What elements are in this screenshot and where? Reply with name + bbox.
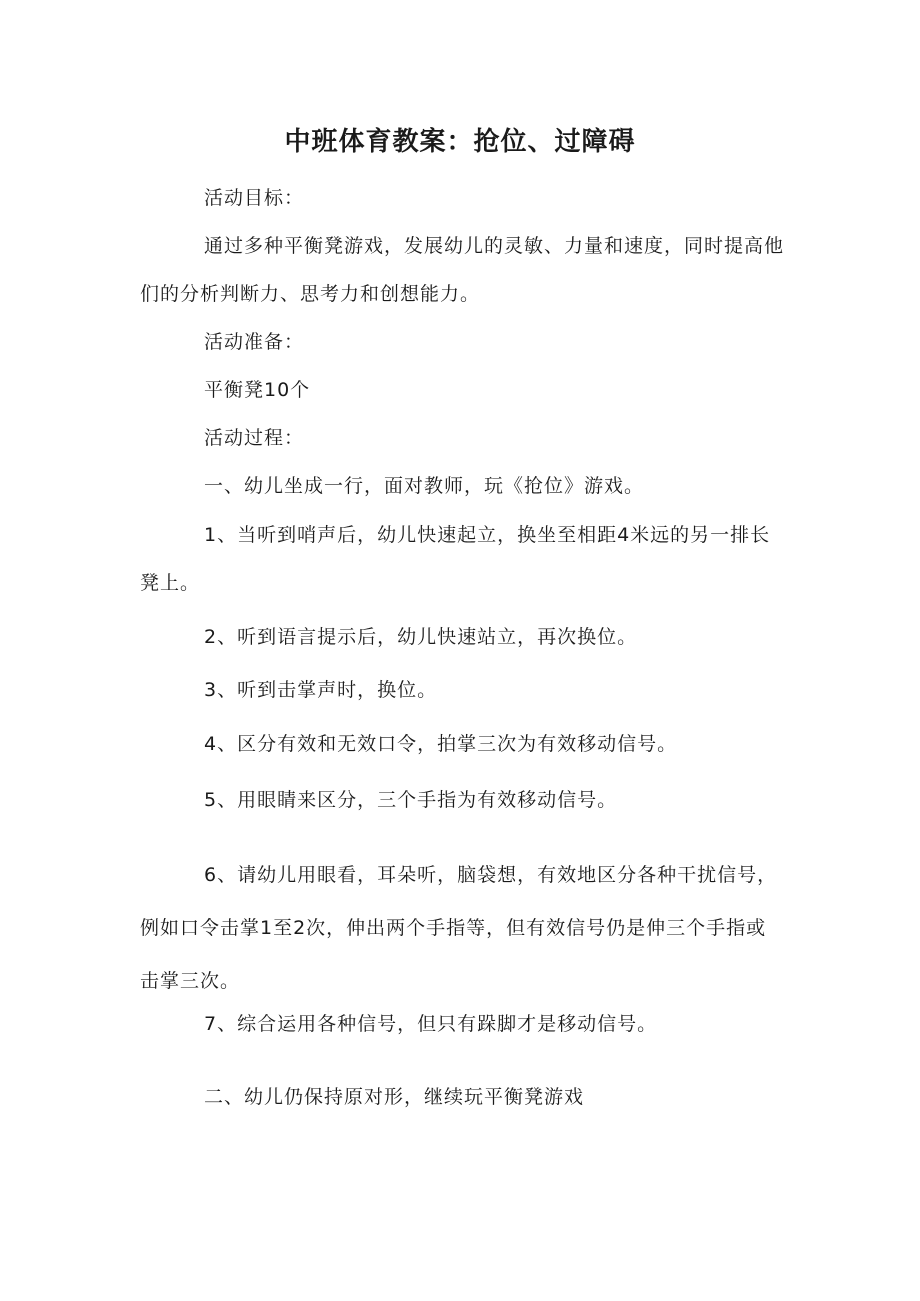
paragraph-activity-goal: 通过多种平衡凳游戏，发展幼儿的灵敏、力量和速度，同时提高他们的分析判断力、思考力和创想能力。 — [140, 235, 785, 305]
paragraph-step-1: 1、当听到哨声后，幼儿快速起立，换坐至相距4米远的另一排长凳上。 — [140, 524, 771, 594]
paragraph-step-5: 5、用眼睛来区分，三个手指为有效移动信号。 — [204, 789, 618, 811]
paragraph-step-4: 4、区分有效和无效口令，拍掌三次为有效移动信号。 — [204, 733, 678, 755]
paragraph-preparation-heading: 活动准备： — [204, 331, 305, 353]
paragraph-step-6: 6、请幼儿用眼看，耳朵听，脑袋想，有效地区分各种干扰信号，例如口令击掌1至2次，伸出两个手指等，但有效信号仍是伸三个手指或击掌三次。 — [140, 864, 778, 992]
paragraph-step-3: 3、听到击掌声时，换位。 — [204, 679, 438, 701]
paragraph-step-2: 2、听到语言提示后，幼儿快速站立，再次换位。 — [204, 626, 638, 648]
paragraph-section-two: 二、幼儿仍保持原对形，继续玩平衡凳游戏 — [204, 1086, 585, 1108]
document-title: 中班体育教案：抢位、过障碍 — [284, 127, 636, 157]
paragraph-section-one: 一、幼儿坐成一行，面对教师，玩《抢位》游戏。 — [204, 475, 645, 497]
paragraph-process-heading: 活动过程： — [204, 427, 305, 449]
paragraph-preparation: 平衡凳10个 — [204, 379, 311, 401]
paragraph-step-7: 7、综合运用各种信号，但只有跺脚才是移动信号。 — [204, 1013, 658, 1035]
paragraph-activity-goal-heading: 活动目标： — [204, 187, 305, 209]
